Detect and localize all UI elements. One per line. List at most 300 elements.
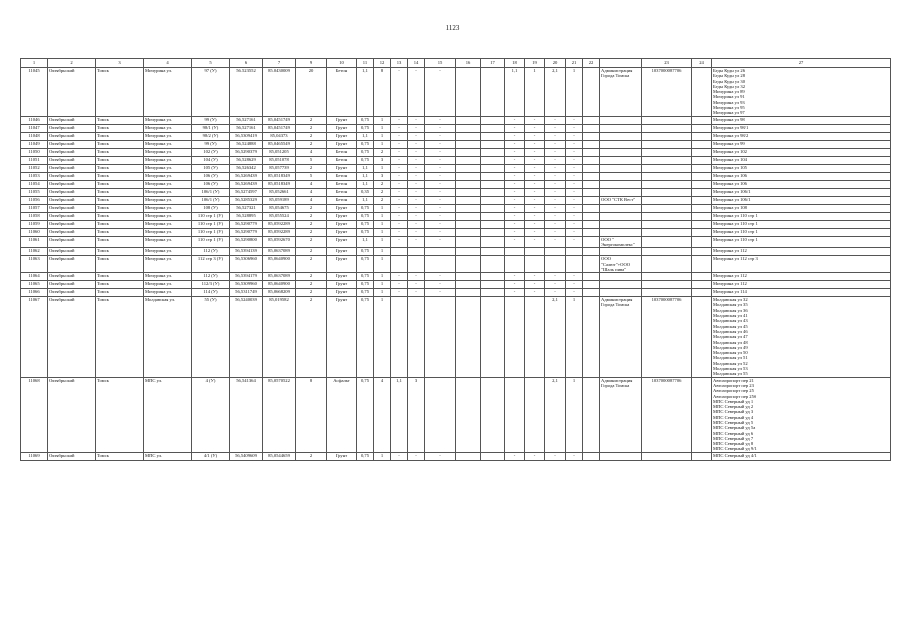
cell-v2: - (525, 116, 545, 124)
table-row (21, 116, 891, 124)
cell-area: 0,75 (357, 140, 374, 148)
cell-cnt: 1 (374, 248, 391, 256)
cell-cnt: 1 (374, 204, 391, 212)
address-line: Мичурина ул 106 (713, 180, 747, 186)
cell-house: 112 (У) (192, 273, 230, 281)
address-line: Мичурина ул 98/1 (713, 124, 749, 130)
address-line: Мичурина ул 110 стр 1 (713, 212, 758, 218)
cell-empty (692, 297, 712, 377)
cell-ogrn (642, 281, 692, 289)
cell-owner (600, 164, 642, 172)
table-row (21, 228, 891, 236)
table-body (21, 68, 891, 461)
cell-v1: - (505, 281, 525, 289)
cell-empty (692, 289, 712, 297)
cell-cnt: 3 (374, 172, 391, 180)
column-header: 7 (263, 59, 296, 68)
cell-city: Томск (96, 212, 144, 220)
cell-n: 2 (296, 297, 327, 377)
cell-house: 112 (У) (192, 248, 230, 256)
cell-v1: - (505, 180, 525, 188)
cell-lon: 85,0637089 (263, 248, 296, 256)
table-row (21, 452, 891, 460)
cell-lon: 85,0637089 (263, 273, 296, 281)
cell-cnt: 1 (374, 116, 391, 124)
table-row (21, 148, 891, 156)
cell-s3 (425, 248, 456, 256)
cell-empty (583, 256, 600, 273)
cell-v2: - (525, 236, 545, 248)
cell-district: Октябрьский (48, 148, 96, 156)
cell-n: 2 (296, 212, 327, 220)
column-header: 9 (296, 59, 327, 68)
cell-house: 55 (У) (192, 297, 230, 377)
cell-id: 11060 (21, 228, 48, 236)
cell-empty (456, 204, 481, 212)
cell-ogrn (642, 164, 692, 172)
cell-street: Молдавская ул. (144, 297, 192, 377)
cell-street: Мичурина ул. (144, 220, 192, 228)
cell-s3: - (425, 204, 456, 212)
cell-empty (456, 281, 481, 289)
cell-s3: - (425, 281, 456, 289)
cell-s3: - (425, 236, 456, 248)
cell-s2: - (408, 204, 425, 212)
cell-cnt: 3 (374, 156, 391, 164)
cell-street: Мичурина ул. (144, 116, 192, 124)
table-row (21, 289, 891, 297)
cell-empty (583, 228, 600, 236)
cell-owner (600, 220, 642, 228)
cell-house: 110 стр 1 (У) (192, 220, 230, 228)
page-number: 1123 (445, 24, 460, 32)
cell-cnt: 1 (374, 140, 391, 148)
cell-district: Октябрьский (48, 124, 96, 132)
cell-empty (692, 256, 712, 273)
address-line: Мичурина ул 95 (713, 105, 745, 111)
cell-city: Томск (96, 188, 144, 196)
cell-n: 4 (296, 188, 327, 196)
cell-surface: Бетон (327, 68, 357, 117)
cell-v1: - (505, 228, 525, 236)
column-header: 1 (21, 59, 48, 68)
cell-addr (712, 172, 891, 180)
cell-ogrn (642, 248, 692, 256)
cell-empty (481, 204, 505, 212)
cell-s2: - (408, 196, 425, 204)
cell-v1 (505, 248, 525, 256)
cell-addr (712, 452, 891, 460)
cell-owner (600, 248, 642, 256)
cell-v4: - (566, 281, 583, 289)
cell-s1: - (391, 164, 408, 172)
address-line: МПС Северный уд 4/1 (713, 452, 757, 458)
cell-city: Томск (96, 156, 144, 164)
cell-empty (481, 164, 505, 172)
cell-s2: 3 (408, 377, 425, 452)
cell-empty (692, 248, 712, 256)
cell-lat: 56.523552 (230, 68, 263, 117)
cell-v2 (525, 377, 545, 452)
cell-empty (692, 116, 712, 124)
cell-owner (600, 116, 642, 124)
address-line: Молдавская ул 48 (713, 339, 748, 345)
cell-s2: - (408, 228, 425, 236)
cell-district: Октябрьский (48, 256, 96, 273)
address-line: Мичурина ул 98 (713, 116, 745, 122)
address-line: Беды Кудн ул 28 (713, 73, 745, 79)
cell-city: Томск (96, 132, 144, 140)
cell-s3: - (425, 164, 456, 172)
cell-surface: Грунт (327, 212, 357, 220)
cell-s2: - (408, 281, 425, 289)
cell-empty (456, 289, 481, 297)
cell-v2: 1 (525, 68, 545, 117)
cell-s2: - (408, 452, 425, 460)
cell-empty (583, 236, 600, 248)
cell-v2: - (525, 220, 545, 228)
cell-owner (600, 148, 642, 156)
cell-owner (600, 132, 642, 140)
cell-surface: Грунт (327, 116, 357, 124)
cell-v3: - (545, 124, 566, 132)
table-row (21, 273, 891, 281)
column-header: 24 (692, 59, 712, 68)
cell-lat: 56,528629 (230, 156, 263, 164)
cell-v2: - (525, 172, 545, 180)
cell-owner (600, 196, 642, 204)
cell-surface: Бетон (327, 180, 357, 188)
cell-district: Октябрьский (48, 228, 96, 236)
cell-addr (712, 281, 891, 289)
cell-s1: - (391, 116, 408, 124)
cell-lat: 56,5409609 (230, 452, 263, 460)
cell-v1: - (505, 156, 525, 164)
cell-owner (600, 228, 642, 236)
cell-empty (583, 377, 600, 452)
cell-s1: - (391, 132, 408, 140)
cell-area: 0,75 (357, 116, 374, 124)
cell-n: 4 (296, 196, 327, 204)
cell-lat: 56,526342 (230, 164, 263, 172)
cell-owner (600, 140, 642, 148)
cell-cnt: 1 (374, 297, 391, 377)
cell-addr (712, 156, 891, 164)
cell-addr (712, 164, 891, 172)
cell-v1: - (505, 196, 525, 204)
cell-lon: 85,0592289 (263, 220, 296, 228)
address-line: МПС Северный уд 5 (713, 419, 754, 425)
cell-empty (692, 124, 712, 132)
owner-line: "Шаль пива" (601, 266, 627, 272)
cell-empty (456, 220, 481, 228)
cell-v3: - (545, 196, 566, 204)
cell-house: 98/2 (У) (192, 132, 230, 140)
cell-cnt: 1 (374, 289, 391, 297)
address-line: Беды Кудн ул 26 (713, 68, 745, 73)
cell-s3: - (425, 196, 456, 204)
cell-id: 11062 (21, 248, 48, 256)
cell-city: Томск (96, 196, 144, 204)
cell-n: 2 (296, 220, 327, 228)
table-row (21, 204, 891, 212)
address-line: Мичурина ул 97 (713, 110, 745, 116)
cell-ogrn (642, 116, 692, 124)
cell-id: 11065 (21, 281, 48, 289)
cell-v2 (525, 248, 545, 256)
cell-id: 11057 (21, 204, 48, 212)
cell-lon: 85,0592670 (263, 236, 296, 248)
cell-city: Томск (96, 164, 144, 172)
cell-area: 0,75 (357, 148, 374, 156)
table-row (21, 212, 891, 220)
cell-empty (456, 196, 481, 204)
cell-empty (692, 273, 712, 281)
cell-s3 (425, 297, 456, 377)
column-header (600, 59, 642, 68)
address-line: Молдавская ул 45 (713, 323, 748, 329)
cell-empty (456, 124, 481, 132)
cell-v1: - (505, 124, 525, 132)
cell-empty (583, 164, 600, 172)
cell-ogrn: 1037000087706 (642, 377, 692, 452)
cell-addr (712, 297, 891, 377)
cell-house: 102 (У) (192, 148, 230, 156)
cell-empty (481, 156, 505, 164)
cell-lat: 56,5290800 (230, 236, 263, 248)
cell-v2: - (525, 228, 545, 236)
cell-id: 11068 (21, 377, 48, 452)
cell-s2: - (408, 140, 425, 148)
cell-v4: - (566, 212, 583, 220)
cell-empty (481, 116, 505, 124)
cell-id: 11056 (21, 196, 48, 204)
cell-cnt: 2 (374, 180, 391, 188)
cell-house: 104 (У) (192, 156, 230, 164)
cell-empty (583, 248, 600, 256)
cell-owner (600, 256, 642, 273)
address-line: Молдавская ул 36 (713, 307, 748, 313)
cell-id: 11061 (21, 236, 48, 248)
cell-lat: 56,5309960 (230, 281, 263, 289)
cell-house: 106 (У) (192, 180, 230, 188)
cell-city: Томск (96, 377, 144, 452)
cell-v4: - (566, 273, 583, 281)
cell-s2: - (408, 212, 425, 220)
cell-surface: Грунт (327, 452, 357, 460)
cell-owner (600, 172, 642, 180)
cell-s3 (425, 256, 456, 273)
cell-city: Томск (96, 204, 144, 212)
cell-surface: Грунт (327, 204, 357, 212)
cell-house: 110 стр 1 (У) (192, 236, 230, 248)
cell-id: 11045 (21, 68, 48, 117)
column-header: 16 (456, 59, 481, 68)
column-header: 11 (357, 59, 374, 68)
cell-cnt: 4 (374, 377, 391, 452)
cell-district: Октябрьский (48, 68, 96, 117)
address-line: МПС Северный уд 7 (713, 435, 754, 441)
cell-v2: - (525, 140, 545, 148)
cell-lon: 85,0518349 (263, 180, 296, 188)
cell-empty (583, 281, 600, 289)
cell-empty (481, 228, 505, 236)
cell-addr (712, 273, 891, 281)
cell-s3: - (425, 172, 456, 180)
owner-line: Администрация (601, 377, 633, 383)
cell-s1 (391, 248, 408, 256)
cell-empty (692, 188, 712, 196)
cell-lon: 85,0518349 (263, 172, 296, 180)
cell-lon: 85,0570522 (263, 377, 296, 452)
cell-empty (481, 124, 505, 132)
cell-cnt: 2 (374, 196, 391, 204)
cell-v3: - (545, 116, 566, 124)
address-line: Мичурина ул 91 (713, 94, 745, 100)
cell-city: Томск (96, 256, 144, 273)
cell-ogrn (642, 148, 692, 156)
cell-owner (600, 204, 642, 212)
cell-empty (456, 188, 481, 196)
address-line: Мичурина ул 98/2 (713, 132, 749, 138)
cell-city: Томск (96, 140, 144, 148)
cell-house: 106 (У) (192, 172, 230, 180)
cell-surface: Грунт (327, 228, 357, 236)
column-header: 20 (545, 59, 566, 68)
cell-lat: 56,541364 (230, 377, 263, 452)
cell-lon: 85,051205 (263, 148, 296, 156)
cell-s1: - (391, 172, 408, 180)
table-row (21, 220, 891, 228)
column-header: 27 (712, 59, 891, 68)
cell-empty (692, 377, 712, 452)
cell-s2 (408, 297, 425, 377)
cell-s1: - (391, 289, 408, 297)
cell-empty (583, 188, 600, 196)
cell-empty (481, 297, 505, 377)
cell-s2: - (408, 273, 425, 281)
cell-n: 5 (296, 156, 327, 164)
address-line: Мичурина ул 112 стр 3 (713, 256, 758, 262)
cell-v4: - (566, 452, 583, 460)
address-line: Автоаэропорт пер 21 (713, 377, 754, 383)
cell-house: 99 (У) (192, 140, 230, 148)
cell-house: 4 (У) (192, 377, 230, 452)
cell-empty (456, 68, 481, 117)
column-header: 22 (583, 59, 600, 68)
cell-cnt: 8 (374, 68, 391, 117)
cell-v3: - (545, 452, 566, 460)
address-line: Беды Кудн ул 30 (713, 78, 745, 84)
cell-empty (481, 148, 505, 156)
cell-s3: - (425, 116, 456, 124)
cell-surface: Грунт (327, 289, 357, 297)
cell-v3 (545, 248, 566, 256)
cell-n: 2 (296, 289, 327, 297)
cell-house: 105 (У) (192, 164, 230, 172)
address-line: Мичурина ул 89 (713, 89, 745, 95)
address-line: Молдавская ул 41 (713, 313, 748, 319)
cell-city: Томск (96, 228, 144, 236)
cell-owner (600, 236, 642, 248)
cell-v4: - (566, 116, 583, 124)
address-line: Молдавская ул 32 (713, 297, 748, 303)
table-row (21, 188, 891, 196)
cell-city: Томск (96, 248, 144, 256)
cell-district: Октябрьский (48, 156, 96, 164)
cell-ogrn (642, 156, 692, 164)
cell-s2: - (408, 132, 425, 140)
cell-lon: 85,054675 (263, 204, 296, 212)
cell-v1: 1,1 (505, 68, 525, 117)
cell-owner (600, 289, 642, 297)
cell-district: Октябрьский (48, 164, 96, 172)
cell-cnt: 2 (374, 188, 391, 196)
cell-street: Мичурина ул. (144, 281, 192, 289)
cell-surface: Грунт (327, 220, 357, 228)
cell-id: 11066 (21, 289, 48, 297)
cell-v2: - (525, 124, 545, 132)
cell-s2: - (408, 188, 425, 196)
cell-n: 5 (296, 172, 327, 180)
address-line: Мичурина ул 114 (713, 289, 747, 295)
cell-empty (583, 124, 600, 132)
cell-addr (712, 132, 891, 140)
cell-v4: - (566, 140, 583, 148)
cell-lon: 85,051078 (263, 156, 296, 164)
cell-area: 0,75 (357, 220, 374, 228)
cell-street: Мичурина ул. (144, 132, 192, 140)
cell-id: 11049 (21, 140, 48, 148)
owner-line: Энергокомплекс" (601, 241, 635, 247)
cell-lon: 85,0451749 (263, 124, 296, 132)
cell-v3: - (545, 204, 566, 212)
cell-city: Томск (96, 220, 144, 228)
cell-ogrn (642, 124, 692, 132)
cell-surface: Бетон (327, 156, 357, 164)
cell-surface: Грунт (327, 248, 357, 256)
cell-s3: - (425, 228, 456, 236)
cell-empty (481, 172, 505, 180)
cell-id: 11052 (21, 164, 48, 172)
cell-v3: 2,1 (545, 68, 566, 117)
cell-v3: - (545, 289, 566, 297)
cell-area: 0,75 (357, 273, 374, 281)
address-line: Автоаэропорт пер 23 (713, 382, 754, 388)
cell-surface: Грунт (327, 140, 357, 148)
cell-city: Томск (96, 281, 144, 289)
cell-street: Мичурина ул. (144, 196, 192, 204)
cell-ogrn (642, 256, 692, 273)
cell-addr (712, 188, 891, 196)
cell-lon: 85,0592289 (263, 228, 296, 236)
cell-v2 (525, 256, 545, 273)
column-header: 21 (566, 59, 583, 68)
cell-empty (692, 172, 712, 180)
cell-v4 (566, 256, 583, 273)
cell-v2: - (525, 188, 545, 196)
cell-v2: - (525, 196, 545, 204)
cell-v1: - (505, 236, 525, 248)
cell-surface: Грунт (327, 164, 357, 172)
cell-addr (712, 124, 891, 132)
cell-district: Октябрьский (48, 236, 96, 248)
cell-city: Томск (96, 236, 144, 248)
column-header: 12 (374, 59, 391, 68)
cell-empty (692, 204, 712, 212)
cell-area: 1,1 (357, 68, 374, 117)
cell-area: 0,75 (357, 452, 374, 460)
